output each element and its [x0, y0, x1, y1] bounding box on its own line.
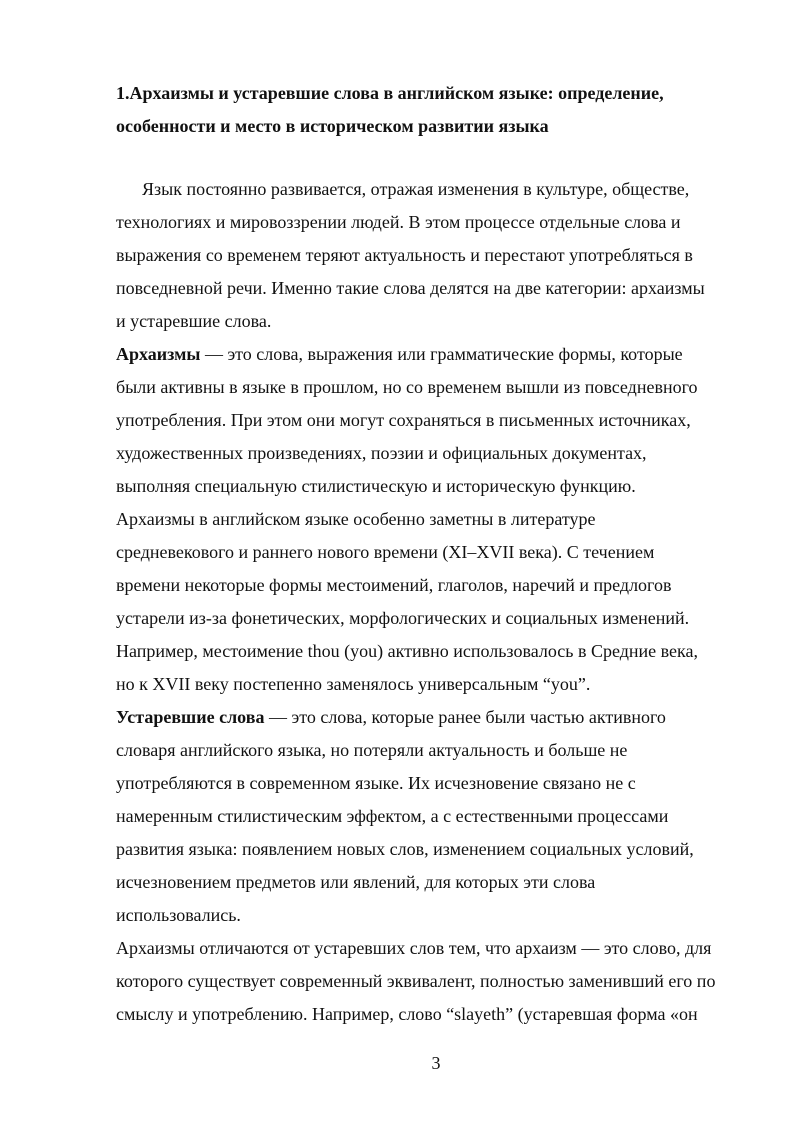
intro-line: и устаревшие слова. — [116, 311, 272, 331]
obsolete-definition-text: — это слова, которые ранее были частью активного — [264, 707, 666, 727]
obsolete-line: использовались. — [116, 905, 241, 925]
archaisms-line: были активны в языке в прошлом, но со временем вышли из повседневного — [116, 377, 698, 397]
comparison-line: смыслу и употреблению. Например, слово “slayeth” (устаревшая форма «он — [116, 1004, 698, 1024]
archaisms-line: выполняя специальную стилистическую и историческую функцию. — [116, 476, 636, 496]
archaisms-line: но к XVII веку постепенно заменялось универсальным “you”. — [116, 674, 591, 694]
comparison-line: Архаизмы отличаются от устаревших слов тем, что архаизм — это слово, для — [116, 938, 712, 958]
obsolete-line: намеренным стилистическим эффектом, а с естественными процессами — [116, 806, 669, 826]
obsolete-line: развития языка: появлением новых слов, изменением социальных условий, — [116, 839, 694, 859]
archaisms-line: художественных произведениях, поэзии и официальных документах, — [116, 443, 647, 463]
intro-line: Язык постоянно развивается, отражая изменения в культуре, обществе, — [142, 179, 690, 199]
archaisms-line: средневекового и раннего нового времени (XI–XVII века). С течением — [116, 542, 655, 562]
archaisms-line: употребления. При этом они могут сохраняться в письменных источниках, — [116, 410, 691, 430]
obsolete-line: исчезновением предметов или явлений, для которых эти слова — [116, 872, 596, 892]
obsolete-line: словаря английского языка, но потеряли актуальность и больше не — [116, 740, 628, 760]
section-heading-line-1: 1.Архаизмы и устаревшие слова в английском языке: определение, — [116, 83, 664, 103]
archaisms-line: времени некоторые формы местоимений, глаголов, наречий и предлогов — [116, 575, 672, 595]
archaisms-term: Архаизмы — [116, 344, 201, 364]
obsolete-line: употребляются в современном языке. Их исчезновение связано не с — [116, 773, 636, 793]
intro-line: повседневной речи. Именно такие слова делятся на две категории: архаизмы — [116, 278, 705, 298]
archaisms-definition-line — [116, 343, 683, 365]
archaisms-line: устарели из-за фонетических, морфологических и социальных изменений. — [116, 608, 690, 628]
comparison-line: которого существует современный эквивалент, полностью заменивший его по — [116, 971, 716, 991]
obsolete-term: Устаревшие слова — [116, 707, 265, 727]
archaisms-definition-text: — это слова, выражения или грамматические формы, которые — [200, 344, 683, 364]
intro-line: технологиях и мировоззрении людей. В этом процессе отдельные слова и — [116, 212, 681, 232]
page-number: 3 — [431, 1053, 441, 1073]
obsolete-definition-line — [116, 706, 666, 728]
section-heading-line-2: особенности и место в историческом развитии языка — [116, 116, 549, 136]
intro-line: выражения со временем теряют актуальность и перестают употребляться в — [116, 245, 693, 265]
archaisms-line: Например, местоимение thou (you) активно использовалось в Средние века, — [116, 641, 698, 661]
archaisms-line: Архаизмы в английском языке особенно заметны в литературе — [116, 509, 596, 529]
